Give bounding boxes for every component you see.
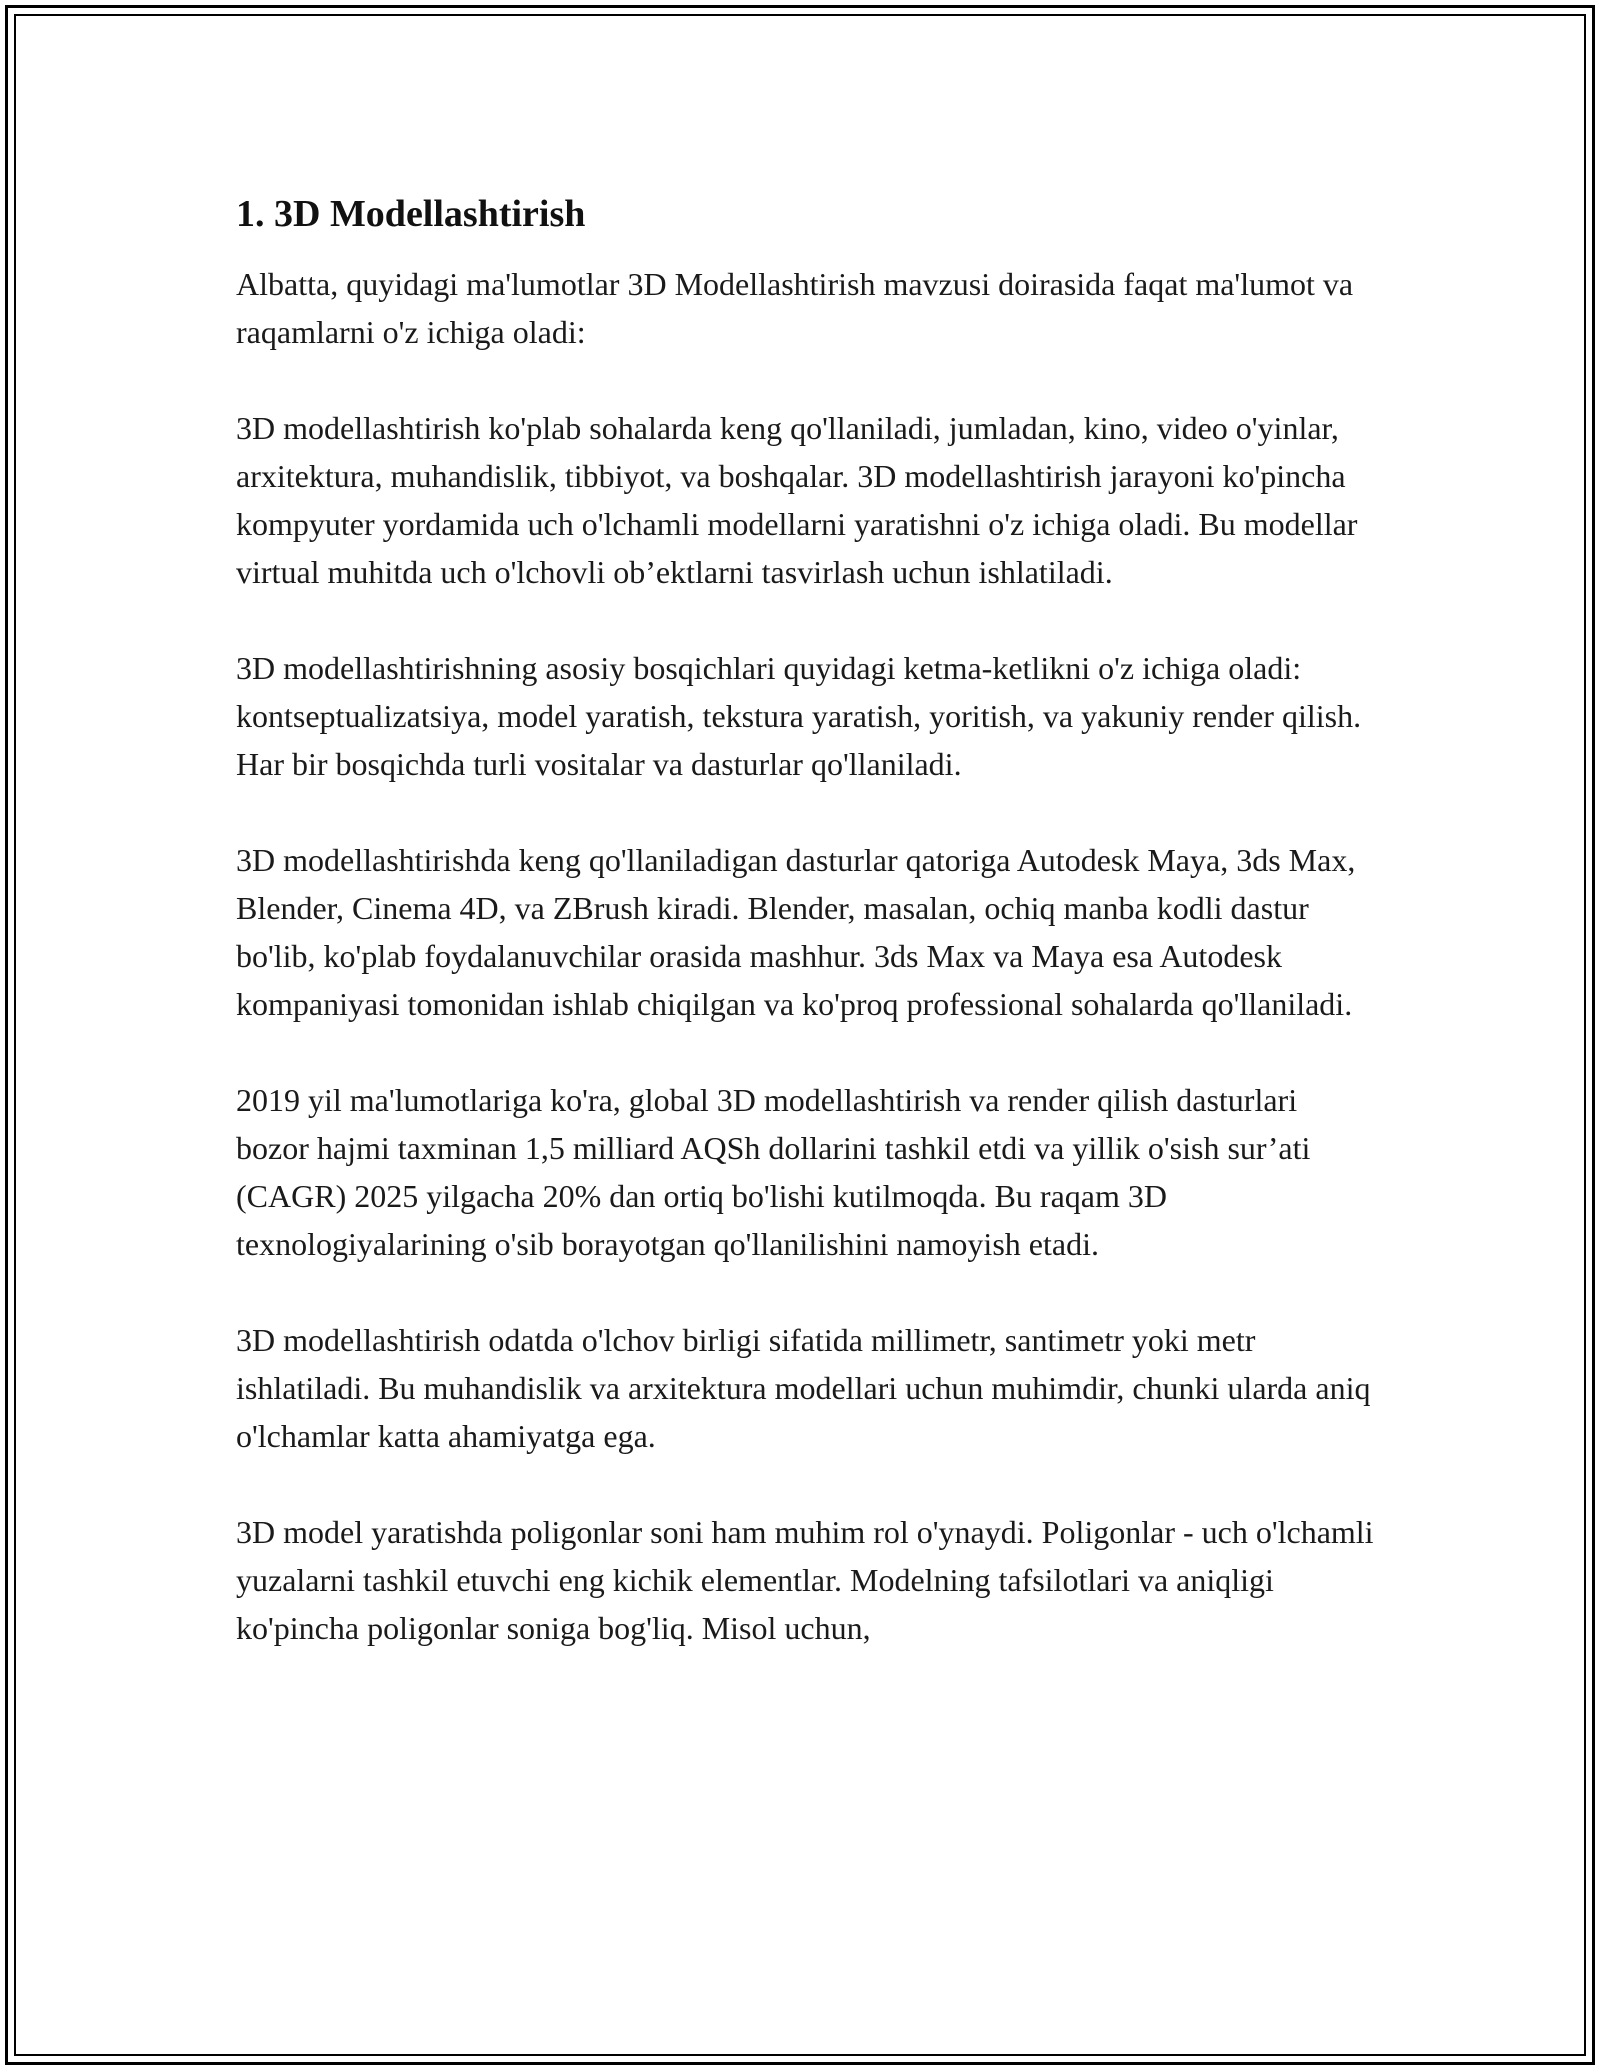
paragraph-stages: 3D modellashtirishning asosiy bosqichlari quyidagi ketma-ketlikni o'z ichiga oladi: kontseptualizatsiya, model yaratish, tekstura yaratish, yoritish, va yakuniy render qilish. Har bir bosqichda turli vositalar va dasturlar qo'llaniladi.	[236, 650, 1362, 782]
paragraph-polygons: 3D model yaratishda poligonlar soni ham muhim rol o'ynaydi. Poligonlar - uch o'lchamli yuzalarni tashkil etuvchi eng kichik elementlar. Modelning tafsilotlari va aniqligi ko'pincha poligonlar soniga bog'liq. Misol uchun,	[236, 1514, 1374, 1646]
paragraph-market: 2019 yil ma'lumotlariga ko'ra, global 3D modellashtirish va render qilish dasturlari bozor hajmi taxminan 1,5 milliard AQSh dollarini tashkil etdi va yillik o'sish sur’ati (CAGR) 2025 yilgacha 20% dan ortiq bo'lishi kutilmoqda. Bu raqam 3D texnologiyalarining o'sib borayotgan qo'llanilishini namoyish etadi.	[236, 1082, 1311, 1262]
paragraph-units: 3D modellashtirish odatda o'lchov birligi sifatida millimetr, santimetr yoki metr ishlatiladi. Bu muhandislik va arxitektura modellari uchun muhimdir, chunki ularda aniq o'lchamlar katta ahamiyatga ega.	[236, 1322, 1371, 1454]
paragraph-applications: 3D modellashtirish ko'plab sohalarda keng qo'llaniladi, jumladan, kino, video o'yinlar, arxitektura, muhandislik, tibbiyot, va boshqalar. 3D modellashtirish jarayoni ko'pincha kompyuter yordamida uch o'lchamli modellarni yaratishni o'z ichiga oladi. Bu modellar virtual muhitda uch o'lchovli ob’ektlarni tasvirlash uchun ishlatiladi.	[236, 410, 1358, 590]
paragraph-software: 3D modellashtirishda keng qo'llaniladigan dasturlar qatoriga Autodesk Maya, 3ds Max, Blender, Cinema 4D, va ZBrush kiradi. Blender, masalan, ochiq manba kodli dastur bo'lib, ko'plab foydalanuvchilar orasida mashhur. 3ds Max va Maya esa Autodesk kompaniyasi tomonidan ishlab chiqilgan va ko'proq professional sohalarda qo'llaniladi.	[236, 842, 1356, 1022]
paragraph-intro: Albatta, quyidagi ma'lumotlar 3D Modellashtirish mavzusi doirasida faqat ma'lumot va raqamlarni o'z ichiga oladi:	[236, 266, 1354, 350]
section-heading: 1. 3D Modellashtirish	[236, 193, 586, 235]
document-body	[236, 188, 1376, 1700]
